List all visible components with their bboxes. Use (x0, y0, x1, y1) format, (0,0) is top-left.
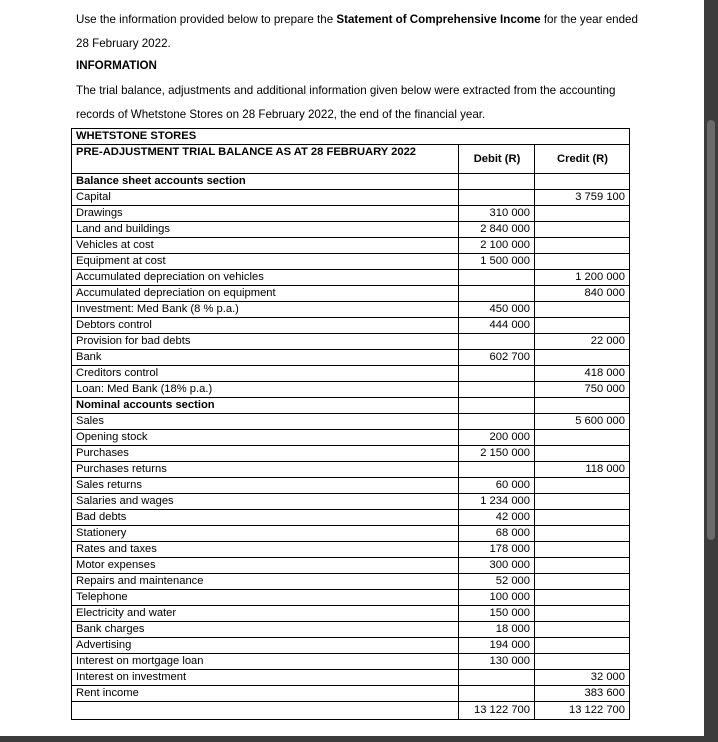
credit-cell (535, 174, 630, 190)
table-row (72, 590, 630, 606)
table-row (72, 478, 630, 494)
table-row (72, 606, 630, 622)
table-row (72, 654, 630, 670)
table-row (72, 398, 630, 414)
table-row (72, 622, 630, 638)
debit-cell (459, 366, 535, 382)
account-cell: Bad debts (72, 510, 459, 526)
account-cell: Bank (72, 350, 459, 366)
debit-cell: 602 700 (459, 350, 535, 366)
debit-cell: 310 000 (459, 206, 535, 222)
credit-cell: 750 000 (535, 382, 630, 398)
credit-cell (535, 542, 630, 558)
account-cell: Bank charges (72, 622, 459, 638)
account-cell: Accumulated depreciation on vehicles (72, 270, 459, 286)
table-row (72, 686, 630, 702)
intro-line-3: The trial balance, adjustments and additional information given below were extracted from the accounting (76, 84, 616, 97)
vertical-scrollbar[interactable] (704, 0, 718, 742)
credit-cell (535, 622, 630, 638)
account-cell: Sales returns (72, 478, 459, 494)
total-credit: 13 122 700 (535, 702, 630, 720)
account-cell: Rates and taxes (72, 542, 459, 558)
table-row (72, 558, 630, 574)
debit-cell: 60 000 (459, 478, 535, 494)
account-cell: Rent income (72, 686, 459, 702)
debit-cell: 68 000 (459, 526, 535, 542)
table-row (72, 174, 630, 190)
account-cell: Drawings (72, 206, 459, 222)
debit-cell: 130 000 (459, 654, 535, 670)
credit-cell (535, 254, 630, 270)
information-heading: INFORMATION (76, 59, 157, 72)
credit-cell (535, 398, 630, 414)
debit-cell: 18 000 (459, 622, 535, 638)
debit-cell: 1 500 000 (459, 254, 535, 270)
credit-cell (535, 606, 630, 622)
table-row (72, 526, 630, 542)
debit-cell: 200 000 (459, 430, 535, 446)
credit-cell: 118 000 (535, 462, 630, 478)
account-cell: Sales (72, 414, 459, 430)
total-debit: 13 122 700 (459, 702, 535, 720)
debit-cell (459, 686, 535, 702)
credit-column-header: Credit (R) (535, 145, 630, 174)
debit-cell: 100 000 (459, 590, 535, 606)
debit-column-header: Debit (R) (459, 145, 535, 174)
account-cell: Capital (72, 190, 459, 206)
trial-balance-table (71, 128, 630, 720)
account-cell: Interest on mortgage loan (72, 654, 459, 670)
account-cell: Purchases (72, 446, 459, 462)
credit-cell (535, 446, 630, 462)
credit-cell (535, 206, 630, 222)
table-row (72, 222, 630, 238)
table-row (72, 270, 630, 286)
horizontal-scrollbar[interactable] (0, 736, 718, 742)
credit-cell (535, 590, 630, 606)
table-row (72, 334, 630, 350)
table-row (72, 542, 630, 558)
account-cell: Advertising (72, 638, 459, 654)
account-cell: Creditors control (72, 366, 459, 382)
table-row (72, 238, 630, 254)
credit-cell: 5 600 000 (535, 414, 630, 430)
account-cell: Purchases returns (72, 462, 459, 478)
credit-cell: 418 000 (535, 366, 630, 382)
table-row (72, 414, 630, 430)
account-cell: Loan: Med Bank (18% p.a.) (72, 382, 459, 398)
credit-cell (535, 302, 630, 318)
account-cell: Land and buildings (72, 222, 459, 238)
account-cell: Stationery (72, 526, 459, 542)
debit-cell: 450 000 (459, 302, 535, 318)
debit-cell (459, 462, 535, 478)
table-row (72, 286, 630, 302)
totals-row (72, 702, 630, 720)
debit-cell: 42 000 (459, 510, 535, 526)
debit-cell: 2 100 000 (459, 238, 535, 254)
table-row (72, 430, 630, 446)
credit-cell (535, 430, 630, 446)
account-cell: Interest on investment (72, 670, 459, 686)
credit-cell (535, 318, 630, 334)
account-cell: Opening stock (72, 430, 459, 446)
credit-cell: 383 600 (535, 686, 630, 702)
debit-cell: 300 000 (459, 558, 535, 574)
debit-cell: 2 840 000 (459, 222, 535, 238)
intro-line-1: Use the information provided below to prepare the Statement of Comprehensive Income for the year ended (76, 13, 638, 26)
account-cell: Debtors control (72, 318, 459, 334)
totals-label-cell (72, 702, 459, 720)
account-cell: Electricity and water (72, 606, 459, 622)
debit-cell: 150 000 (459, 606, 535, 622)
scrollbar-thumb[interactable] (707, 120, 715, 540)
account-cell: Vehicles at cost (72, 238, 459, 254)
table-row (72, 510, 630, 526)
account-cell: Repairs and maintenance (72, 574, 459, 590)
debit-cell (459, 334, 535, 350)
table-row (72, 446, 630, 462)
credit-cell: 22 000 (535, 334, 630, 350)
table-row (72, 494, 630, 510)
account-cell: Provision for bad debts (72, 334, 459, 350)
credit-cell (535, 478, 630, 494)
debit-cell (459, 382, 535, 398)
table-row (72, 206, 630, 222)
credit-cell (535, 222, 630, 238)
trial-balance-body (72, 129, 630, 720)
intro-line-4: records of Whetstone Stores on 28 February 2022, the end of the financial year. (76, 108, 486, 121)
table-row (72, 190, 630, 206)
table-row (72, 366, 630, 382)
account-cell: Telephone (72, 590, 459, 606)
credit-cell (535, 238, 630, 254)
credit-cell (535, 654, 630, 670)
debit-cell (459, 398, 535, 414)
debit-cell: 444 000 (459, 318, 535, 334)
account-cell: Accumulated depreciation on equipment (72, 286, 459, 302)
debit-cell (459, 414, 535, 430)
credit-cell: 32 000 (535, 670, 630, 686)
table-title: WHETSTONE STORES (72, 129, 630, 145)
table-row (72, 638, 630, 654)
debit-cell (459, 286, 535, 302)
credit-cell: 840 000 (535, 286, 630, 302)
credit-cell (535, 574, 630, 590)
table-row (72, 254, 630, 270)
account-cell: Nominal accounts section (72, 398, 459, 414)
credit-cell (535, 558, 630, 574)
debit-cell: 52 000 (459, 574, 535, 590)
table-row (72, 302, 630, 318)
credit-cell: 3 759 100 (535, 190, 630, 206)
debit-cell (459, 174, 535, 190)
table-row (72, 462, 630, 478)
debit-cell (459, 670, 535, 686)
credit-cell (535, 638, 630, 654)
table-row (72, 574, 630, 590)
debit-cell (459, 270, 535, 286)
account-cell: Motor expenses (72, 558, 459, 574)
table-row (72, 318, 630, 334)
account-cell: Balance sheet accounts section (72, 174, 459, 190)
table-row (72, 382, 630, 398)
debit-cell: 178 000 (459, 542, 535, 558)
debit-cell (459, 190, 535, 206)
debit-cell: 1 234 000 (459, 494, 535, 510)
credit-cell: 1 200 000 (535, 270, 630, 286)
table-row (72, 670, 630, 686)
credit-cell (535, 510, 630, 526)
credit-cell (535, 494, 630, 510)
credit-cell (535, 350, 630, 366)
intro-line-2: 28 February 2022. (76, 37, 171, 50)
debit-cell: 2 150 000 (459, 446, 535, 462)
table-header-row (72, 145, 630, 174)
debit-cell: 194 000 (459, 638, 535, 654)
credit-cell (535, 526, 630, 542)
table-title-row (72, 129, 630, 145)
table-subtitle: PRE-ADJUSTMENT TRIAL BALANCE AS AT 28 FEBRUARY 2022 (72, 145, 459, 174)
account-cell: Equipment at cost (72, 254, 459, 270)
account-cell: Investment: Med Bank (8 % p.a.) (72, 302, 459, 318)
account-cell: Salaries and wages (72, 494, 459, 510)
table-row (72, 350, 630, 366)
